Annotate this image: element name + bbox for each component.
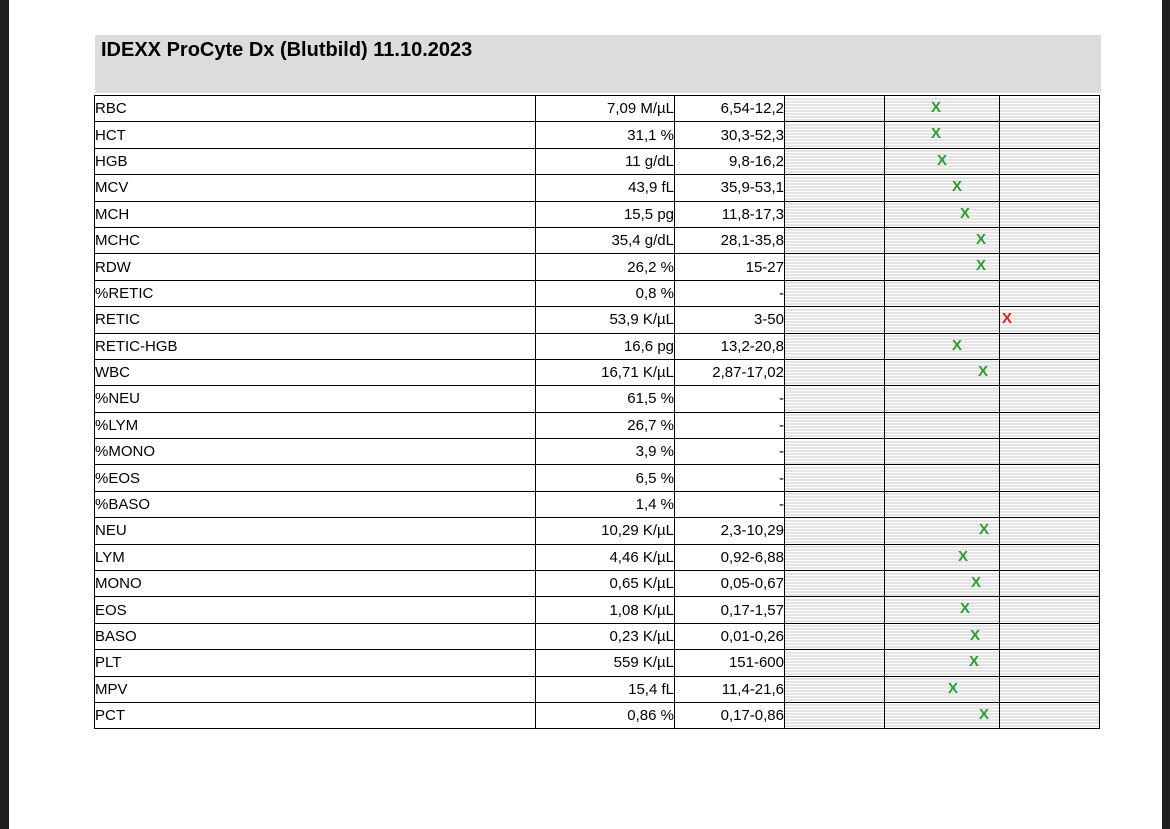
below-range-band bbox=[785, 439, 885, 465]
below-range-band bbox=[785, 465, 885, 491]
below-range-band bbox=[785, 333, 885, 359]
parameter-value: 61,5 % bbox=[536, 386, 675, 412]
table-row bbox=[95, 518, 1100, 544]
reference-range: 2,3-10,29 bbox=[675, 518, 785, 544]
parameter-value: 7,09 M/µL bbox=[536, 96, 675, 122]
below-range-band bbox=[785, 702, 885, 728]
above-range-band bbox=[1000, 650, 1100, 676]
reference-range: 30,3-52,3 bbox=[675, 122, 785, 148]
table-row bbox=[95, 201, 1100, 227]
normal-range-band bbox=[885, 518, 1000, 544]
normal-range-band bbox=[885, 254, 1000, 280]
normal-range-band bbox=[885, 491, 1000, 517]
parameter-value: 4,46 K/µL bbox=[536, 544, 675, 570]
normal-range-band bbox=[885, 201, 1000, 227]
below-range-band bbox=[785, 280, 885, 306]
table-row bbox=[95, 254, 1100, 280]
below-range-band bbox=[785, 623, 885, 649]
parameter-value: 26,2 % bbox=[536, 254, 675, 280]
reference-range: 6,54-12,2 bbox=[675, 96, 785, 122]
reference-range: 13,2-20,8 bbox=[675, 333, 785, 359]
parameter-value: 0,65 K/µL bbox=[536, 571, 675, 597]
normal-range-band bbox=[885, 702, 1000, 728]
in-range-mark: X bbox=[969, 653, 980, 671]
in-range-mark: X bbox=[948, 679, 959, 697]
below-range-band bbox=[785, 148, 885, 174]
above-range-band bbox=[1000, 201, 1100, 227]
table-row bbox=[95, 676, 1100, 702]
table-row bbox=[95, 307, 1100, 333]
parameter-value: 3,9 % bbox=[536, 439, 675, 465]
reference-range: 35,9-53,1 bbox=[675, 175, 785, 201]
parameter-name: RDW bbox=[95, 254, 536, 280]
parameter-name: %BASO bbox=[95, 491, 536, 517]
table-row bbox=[95, 597, 1100, 623]
below-range-band bbox=[785, 544, 885, 570]
above-range-band bbox=[1000, 544, 1100, 570]
left-edge-border bbox=[0, 0, 9, 829]
below-range-band bbox=[785, 597, 885, 623]
below-range-band bbox=[785, 491, 885, 517]
parameter-name: BASO bbox=[95, 623, 536, 649]
in-range-mark: X bbox=[979, 705, 990, 723]
below-range-band bbox=[785, 571, 885, 597]
below-range-band bbox=[785, 175, 885, 201]
normal-range-band bbox=[885, 386, 1000, 412]
reference-range: - bbox=[675, 439, 785, 465]
above-range-band bbox=[1000, 96, 1100, 122]
out-of-range-mark: X bbox=[1002, 310, 1013, 328]
parameter-value: 15,4 fL bbox=[536, 676, 675, 702]
below-range-band bbox=[785, 412, 885, 438]
parameter-name: HCT bbox=[95, 122, 536, 148]
parameter-name: %NEU bbox=[95, 386, 536, 412]
normal-range-band bbox=[885, 280, 1000, 306]
normal-range-band bbox=[885, 122, 1000, 148]
above-range-band bbox=[1000, 307, 1100, 333]
reference-range: - bbox=[675, 386, 785, 412]
normal-range-band bbox=[885, 676, 1000, 702]
parameter-name: %LYM bbox=[95, 412, 536, 438]
above-range-band bbox=[1000, 333, 1100, 359]
reference-range: 11,8-17,3 bbox=[675, 201, 785, 227]
parameter-name: NEU bbox=[95, 518, 536, 544]
reference-range: 0,01-0,26 bbox=[675, 623, 785, 649]
above-range-band bbox=[1000, 676, 1100, 702]
parameter-name: %MONO bbox=[95, 439, 536, 465]
normal-range-band bbox=[885, 175, 1000, 201]
above-range-band bbox=[1000, 359, 1100, 385]
in-range-mark: X bbox=[970, 626, 981, 644]
parameter-name: LYM bbox=[95, 544, 536, 570]
normal-range-band bbox=[885, 439, 1000, 465]
parameter-value: 31,1 % bbox=[536, 122, 675, 148]
parameter-name: PLT bbox=[95, 650, 536, 676]
below-range-band bbox=[785, 227, 885, 253]
table-row bbox=[95, 96, 1100, 122]
parameter-name: MONO bbox=[95, 571, 536, 597]
in-range-mark: X bbox=[960, 204, 971, 222]
in-range-mark: X bbox=[979, 521, 990, 539]
parameter-value: 26,7 % bbox=[536, 412, 675, 438]
parameter-name: RETIC-HGB bbox=[95, 333, 536, 359]
above-range-band bbox=[1000, 597, 1100, 623]
in-range-mark: X bbox=[937, 151, 948, 169]
parameter-value: 16,6 pg bbox=[536, 333, 675, 359]
normal-range-band bbox=[885, 359, 1000, 385]
above-range-band bbox=[1000, 254, 1100, 280]
parameter-name: MCHC bbox=[95, 227, 536, 253]
above-range-band bbox=[1000, 623, 1100, 649]
below-range-band bbox=[785, 650, 885, 676]
table-row bbox=[95, 439, 1100, 465]
parameter-name: RETIC bbox=[95, 307, 536, 333]
in-range-mark: X bbox=[976, 230, 987, 248]
in-range-mark: X bbox=[971, 574, 982, 592]
in-range-mark: X bbox=[952, 336, 963, 354]
table-row bbox=[95, 623, 1100, 649]
normal-range-band bbox=[885, 544, 1000, 570]
above-range-band bbox=[1000, 702, 1100, 728]
report-header bbox=[95, 35, 1101, 93]
parameter-value: 559 K/µL bbox=[536, 650, 675, 676]
above-range-band bbox=[1000, 571, 1100, 597]
normal-range-band bbox=[885, 227, 1000, 253]
above-range-band bbox=[1000, 175, 1100, 201]
reference-range: 11,4-21,6 bbox=[675, 676, 785, 702]
in-range-mark: X bbox=[958, 547, 969, 565]
parameter-value: 15,5 pg bbox=[536, 201, 675, 227]
parameter-value: 0,86 % bbox=[536, 702, 675, 728]
below-range-band bbox=[785, 518, 885, 544]
parameter-name: HGB bbox=[95, 148, 536, 174]
above-range-band bbox=[1000, 412, 1100, 438]
parameter-value: 6,5 % bbox=[536, 465, 675, 491]
below-range-band bbox=[785, 307, 885, 333]
parameter-value: 1,08 K/µL bbox=[536, 597, 675, 623]
below-range-band bbox=[785, 386, 885, 412]
normal-range-band bbox=[885, 148, 1000, 174]
table-row bbox=[95, 412, 1100, 438]
below-range-band bbox=[785, 359, 885, 385]
table-row bbox=[95, 544, 1100, 570]
table-row bbox=[95, 175, 1100, 201]
parameter-value: 0,23 K/µL bbox=[536, 623, 675, 649]
in-range-mark: X bbox=[931, 125, 942, 143]
report-title: IDEXX ProCyte Dx (Blutbild) 11.10.2023 bbox=[101, 39, 473, 61]
parameter-value: 16,71 K/µL bbox=[536, 359, 675, 385]
normal-range-band bbox=[885, 465, 1000, 491]
table-row bbox=[95, 280, 1100, 306]
parameter-name: MCV bbox=[95, 175, 536, 201]
above-range-band bbox=[1000, 518, 1100, 544]
parameter-name: %RETIC bbox=[95, 280, 536, 306]
parameter-value: 11 g/dL bbox=[536, 148, 675, 174]
above-range-band bbox=[1000, 491, 1100, 517]
normal-range-band bbox=[885, 571, 1000, 597]
in-range-mark: X bbox=[978, 362, 989, 380]
table-row bbox=[95, 227, 1100, 253]
below-range-band bbox=[785, 201, 885, 227]
table-row bbox=[95, 702, 1100, 728]
reference-range: 2,87-17,02 bbox=[675, 359, 785, 385]
normal-range-band bbox=[885, 307, 1000, 333]
parameter-value: 10,29 K/µL bbox=[536, 518, 675, 544]
table-row bbox=[95, 386, 1100, 412]
parameter-name: RBC bbox=[95, 96, 536, 122]
table-row bbox=[95, 122, 1100, 148]
parameter-name: EOS bbox=[95, 597, 536, 623]
reference-range: 0,05-0,67 bbox=[675, 571, 785, 597]
parameter-name: %EOS bbox=[95, 465, 536, 491]
in-range-mark: X bbox=[931, 99, 942, 116]
reference-range: - bbox=[675, 412, 785, 438]
normal-range-band bbox=[885, 650, 1000, 676]
above-range-band bbox=[1000, 465, 1100, 491]
normal-range-band bbox=[885, 623, 1000, 649]
normal-range-band bbox=[885, 333, 1000, 359]
parameter-name: MCH bbox=[95, 201, 536, 227]
below-range-band bbox=[785, 254, 885, 280]
in-range-mark: X bbox=[976, 257, 987, 275]
above-range-band bbox=[1000, 122, 1100, 148]
normal-range-band bbox=[885, 412, 1000, 438]
normal-range-band bbox=[885, 96, 1000, 122]
parameter-name: MPV bbox=[95, 676, 536, 702]
table-row bbox=[95, 333, 1100, 359]
right-edge-border bbox=[1162, 0, 1170, 829]
reference-range: 0,92-6,88 bbox=[675, 544, 785, 570]
reference-range: 3-50 bbox=[675, 307, 785, 333]
reference-range: 15-27 bbox=[675, 254, 785, 280]
reference-range: - bbox=[675, 280, 785, 306]
table-row bbox=[95, 571, 1100, 597]
reference-range: 151-600 bbox=[675, 650, 785, 676]
parameter-value: 1,4 % bbox=[536, 491, 675, 517]
reference-range: 28,1-35,8 bbox=[675, 227, 785, 253]
above-range-band bbox=[1000, 280, 1100, 306]
table-row bbox=[95, 359, 1100, 385]
table-row bbox=[95, 650, 1100, 676]
in-range-mark: X bbox=[952, 178, 963, 196]
parameter-value: 35,4 g/dL bbox=[536, 227, 675, 253]
below-range-band bbox=[785, 96, 885, 122]
results-table bbox=[94, 95, 1100, 729]
parameter-value: 53,9 K/µL bbox=[536, 307, 675, 333]
reference-range: 9,8-16,2 bbox=[675, 148, 785, 174]
parameter-value: 43,9 fL bbox=[536, 175, 675, 201]
parameter-value: 0,8 % bbox=[536, 280, 675, 306]
parameter-name: WBC bbox=[95, 359, 536, 385]
table-row bbox=[95, 465, 1100, 491]
above-range-band bbox=[1000, 227, 1100, 253]
table-row bbox=[95, 148, 1100, 174]
below-range-band bbox=[785, 122, 885, 148]
above-range-band bbox=[1000, 148, 1100, 174]
above-range-band bbox=[1000, 386, 1100, 412]
normal-range-band bbox=[885, 597, 1000, 623]
reference-range: 0,17-1,57 bbox=[675, 597, 785, 623]
in-range-mark: X bbox=[960, 600, 971, 618]
table-row bbox=[95, 491, 1100, 517]
reference-range: - bbox=[675, 465, 785, 491]
reference-range: 0,17-0,86 bbox=[675, 702, 785, 728]
parameter-name: PCT bbox=[95, 702, 536, 728]
reference-range: - bbox=[675, 491, 785, 517]
below-range-band bbox=[785, 676, 885, 702]
above-range-band bbox=[1000, 439, 1100, 465]
